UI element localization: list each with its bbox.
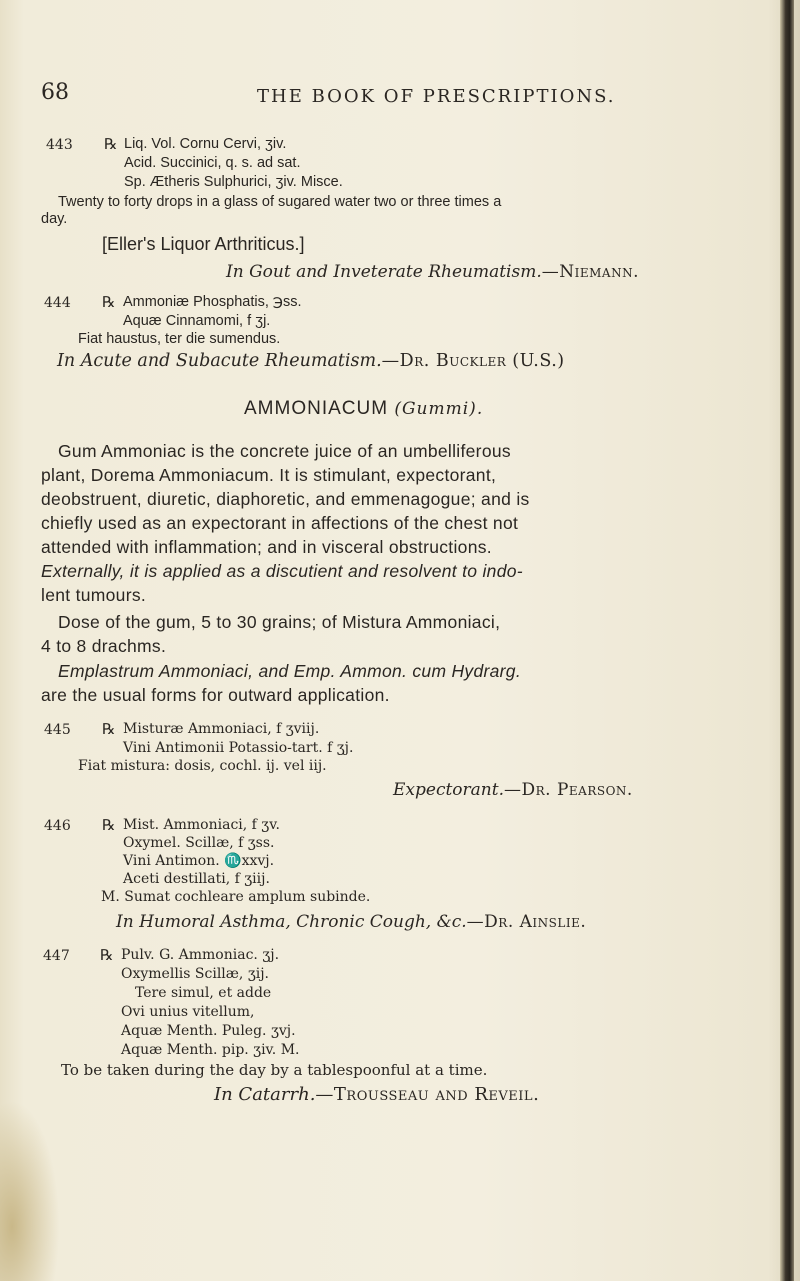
rx-line: Mist. Ammoniaci, f ʒv. [123, 817, 280, 833]
indication-heading [57, 351, 565, 371]
indication-text: Expectorant. [393, 780, 504, 800]
rx-line: Aceti destillati, f ʒiij. [123, 871, 270, 887]
indication-heading [393, 780, 633, 800]
indication-text: In Catarrh. [214, 1084, 316, 1105]
forms-line: are the usual forms for outward application. [41, 685, 390, 705]
rx-line: Pulv. G. Ammoniac. ʒj. [121, 947, 280, 963]
forms-line: Emplastrum Ammoniaci, and Emp. Ammon. cum Hydrarg. [58, 661, 522, 681]
author-name: —Trousseau and Reveil. [315, 1084, 540, 1105]
page-stain [0, 1100, 60, 1281]
indication-heading [116, 912, 586, 932]
indication-text: In Gout and Inveterate Rheumatism. [226, 262, 542, 282]
formula-name: [Eller's Liquor Arthriticus.] [102, 234, 305, 254]
prescription-number: 446 [44, 818, 71, 834]
rx-line: Fiat haustus, ter die sumendus. [78, 331, 281, 347]
rx-line: Aquæ Menth. Puleg. ʒvj. [121, 1023, 296, 1039]
page-binding-edge [780, 0, 794, 1281]
dose-line: 4 to 8 drachms. [41, 636, 167, 656]
paragraph-line: plant, Dorema Ammoniacum. It is stimulant, expectorant, [41, 465, 497, 485]
paragraph-line: deobstruent, diuretic, diaphoretic, and emmenagogue; and is [41, 489, 530, 509]
rx-line: Aquæ Menth. pip. ʒiv. M. [121, 1042, 300, 1058]
rx-line: M. Sumat cochleare amplum subinde. [101, 889, 371, 905]
dose-line: Dose of the gum, 5 to 30 grains; of Mistura Ammoniaci, [58, 612, 501, 632]
prescription-number: 445 [44, 722, 71, 738]
rx-line: Vini Antimonii Potassio-tart. f ʒj. [123, 740, 354, 756]
rx-line: Misturæ Ammoniaci, f ʒviij. [123, 721, 320, 737]
section-title-text: AMMONIACUM [244, 398, 389, 419]
rx-line: Sp. Ætheris Sulphurici, ʒiv. Misce. [124, 174, 343, 190]
indication-heading [214, 1084, 539, 1105]
section-title [244, 398, 483, 420]
rx-line: Ammoniæ Phosphatis, ℈ss. [123, 294, 302, 310]
page-number: 68 [41, 80, 69, 105]
rx-symbol: ℞ [102, 816, 116, 834]
author-name: —Niemann. [541, 262, 639, 282]
author-name: —Dr. Buckler (U.S.) [381, 351, 565, 371]
paragraph-line: lent tumours. [41, 585, 147, 605]
rx-line: Ovi unius vitellum, [121, 1004, 255, 1020]
rx-symbol: ℞ [102, 293, 116, 311]
indication-heading [226, 262, 639, 282]
prescription-number: 444 [44, 295, 71, 311]
directions-line: To be taken during the day by a tablespoonful at a time. [61, 1061, 488, 1079]
author-name: —Dr. Ainslie. [466, 912, 587, 932]
rx-symbol: ℞ [100, 946, 114, 964]
indication-text: In Humoral Asthma, Chronic Cough, &c. [116, 912, 467, 932]
rx-line: Acid. Succinici, q. s. ad sat. [124, 155, 301, 171]
indication-text: In Acute and Subacute Rheumatism. [57, 351, 382, 371]
rx-line: Vini Antimon. ♏xxvj. [123, 853, 275, 869]
paragraph-line: attended with inflammation; and in visceral obstructions. [41, 537, 492, 557]
rx-symbol: ℞ [102, 720, 116, 738]
author-name: —Dr. Pearson. [503, 780, 633, 800]
paragraph-line: chiefly used as an expectorant in affections of the chest not [41, 513, 519, 533]
rx-symbol: ℞ [104, 135, 118, 153]
directions-line: day. [41, 211, 68, 227]
rx-line: Liq. Vol. Cornu Cervi, ʒiv. [124, 136, 287, 152]
paragraph-line: Externally, it is applied as a discutient and resolvent to indo- [41, 561, 523, 581]
paragraph-line: Gum Ammoniac is the concrete juice of an umbelliferous [58, 441, 511, 461]
prescription-number: 447 [43, 948, 70, 964]
directions-line: Twenty to forty drops in a glass of sugared water two or three times a [58, 194, 502, 210]
rx-line: Oxymel. Scillæ, f ʒss. [123, 835, 275, 851]
rx-line: Aquæ Cinnamomi, f ʒj. [123, 313, 271, 329]
running-head: THE BOOK OF PRESCRIPTIONS. [257, 86, 616, 107]
rx-line: Oxymellis Scillæ, ʒij. [121, 966, 270, 982]
rx-line: Tere simul, et adde [135, 985, 272, 1001]
section-subtitle: (Gummi). [394, 399, 484, 419]
prescription-number: 443 [46, 137, 73, 153]
rx-line: Fiat mistura: dosis, cochl. ij. vel iij. [78, 758, 327, 774]
